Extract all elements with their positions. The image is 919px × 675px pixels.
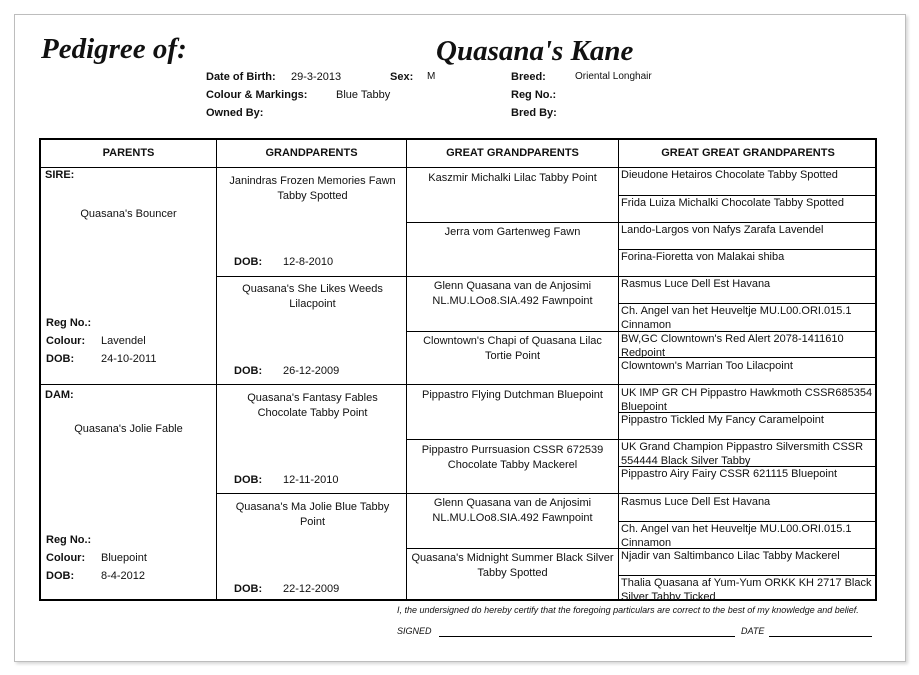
dam-name: Quasana's Jolie Fable xyxy=(74,423,183,435)
certification-text: I, the undersigned do hereby certify that the foregoing particulars are correct to the best of my knowledge and belief. xyxy=(397,605,859,615)
signed-label: SIGNED xyxy=(397,626,432,636)
sire-name: Quasana's Bouncer xyxy=(80,208,177,220)
grandparent-name: Quasana's She Likes Weeds Lilacpoint xyxy=(242,283,383,310)
column-divider xyxy=(406,140,407,599)
grandparent-dob-value: 12-8-2010 xyxy=(283,256,334,268)
sire-dob-value: 24-10-2011 xyxy=(101,353,157,365)
ggg-name: Lando-Largos von Nafys Zarafa Lavendel xyxy=(621,224,824,236)
colour-value: Blue Tabby xyxy=(336,89,391,101)
signature-line[interactable] xyxy=(439,636,735,637)
grandparent-dob-value: 22-12-2009 xyxy=(283,583,340,595)
column-divider xyxy=(618,140,619,599)
dam-dob-label: DOB: xyxy=(46,570,75,582)
breed-value: Oriental Longhair xyxy=(575,71,652,82)
breed-label: Breed: xyxy=(511,71,546,83)
grandparent-dob-value: 26-12-2009 xyxy=(283,365,340,377)
ggg-name: UK Grand Champion Pippastro Silversmith CSSR 554444 Black Silver Tabby xyxy=(621,441,864,467)
sire-colour-value: Lavendel xyxy=(101,335,146,347)
ggg-name: Frida Luiza Michalki Chocolate Tabby Spotted xyxy=(621,197,844,209)
reg-label: Reg No.: xyxy=(511,89,557,101)
ggg-name: Rasmus Luce Dell Est Havana xyxy=(621,278,771,290)
great-grandparent-name: Glenn Quasana van de Anjosimi NL.MU.LOo8.SIA.492 Fawnpoint xyxy=(432,280,593,307)
great-grandparent-name: Kaszmir Michalki Lilac Tabby Point xyxy=(428,172,597,184)
great-grandparent-name: Glenn Quasana van de Anjosimi NL.MU.LOo8.SIA.492 Fawnpoint xyxy=(432,497,593,524)
bred-label: Bred By: xyxy=(511,107,557,119)
great-grandparent-name: Clowntown's Chapi of Quasana Lilac Tortie Point xyxy=(423,335,602,362)
colour-label: Colour & Markings: xyxy=(206,89,308,101)
pedigree-label: Pedigree of: xyxy=(41,33,187,65)
sex-value: M xyxy=(427,71,436,82)
sire-dob-label: DOB: xyxy=(46,353,75,365)
sire-role: SIRE: xyxy=(45,169,75,181)
grandparent-dob-label: DOB: xyxy=(234,474,263,486)
dam-dob-value: 8-4-2012 xyxy=(101,570,146,582)
grandparent-name: Quasana's Ma Jolie Blue Tabby Point xyxy=(235,501,390,528)
pedigree-table xyxy=(39,138,877,601)
grandparent-name: Janindras Frozen Memories Fawn Tabby Spotted xyxy=(229,175,396,202)
column-header-great-grandparents: GREAT GRANDPARENTS xyxy=(446,147,579,159)
column-header-parents: PARENTS xyxy=(102,147,155,159)
grandparent-divider xyxy=(217,493,877,494)
dam-colour-value: Bluepoint xyxy=(101,552,147,564)
grandparent-name: Quasana's Fantasy Fables Chocolate Tabby Point xyxy=(247,392,378,419)
ggg-name: Ch. Angel van het Heuveltje MU.L00.ORI.015.1 Cinnamon xyxy=(621,523,852,549)
ggg-name: Rasmus Luce Dell Est Havana xyxy=(621,496,771,508)
ggg-name: BW,GC Clowntown's Red Alert 2078-1411610 Redpoint xyxy=(621,333,844,358)
cat-name: Quasana's Kane xyxy=(436,35,634,67)
dob-label: Date of Birth: xyxy=(206,71,276,83)
great-grandparent-name: Jerra vom Gartenweg Fawn xyxy=(444,226,581,238)
sex-label: Sex: xyxy=(390,71,414,83)
dam-colour-label: Colour: xyxy=(46,552,86,564)
column-header-great-great-grandparents: GREAT GREAT GRANDPARENTS xyxy=(661,147,835,159)
grandparent-dob-value: 12-11-2010 xyxy=(283,474,339,486)
great-grandparent-name: Pippastro Flying Dutchman Bluepoint xyxy=(422,389,603,401)
ggg-name: Clowntown's Marrian Too Lilacpoint xyxy=(621,360,793,372)
ggg-name: Njadir van Saltimbanco Lilac Tabby Mackerel xyxy=(621,550,840,562)
ggg-name: Dieudone Hetairos Chocolate Tabby Spotted xyxy=(621,169,838,181)
grandparent-dob-label: DOB: xyxy=(234,583,263,595)
dam-reg-label: Reg No.: xyxy=(46,534,92,546)
dob-value: 29-3-2013 xyxy=(291,71,342,83)
ggg-name: Thalia Quasana af Yum-Yum ORKK KH 2717 Black Silver Tabby Ticked xyxy=(621,577,872,601)
ggg-name: Pippastro Tickled My Fancy Caramelpoint xyxy=(621,414,824,426)
ggg-name: Ch. Angel van het Heuveltje MU.L00.ORI.015.1 Cinnamon xyxy=(621,305,852,331)
grandparent-dob-label: DOB: xyxy=(234,365,263,377)
column-divider xyxy=(216,140,217,599)
owned-label: Owned By: xyxy=(206,107,264,119)
ggg-name: Forina-Fioretta von Malakai shiba xyxy=(621,251,785,263)
ggg-name: Pippastro Airy Fairy CSSR 621115 Bluepoint xyxy=(621,468,838,480)
sire-reg-label: Reg No.: xyxy=(46,317,92,329)
great-grandparent-name: Pippastro Purrsuasion CSSR 672539 Chocolate Tabby Mackerel xyxy=(421,444,604,471)
column-header-grandparents: GRANDPARENTS xyxy=(265,147,358,159)
ggg-name: UK IMP GR CH Pippastro Hawkmoth CSSR685354 Bluepoint xyxy=(621,387,873,413)
grandparent-dob-label: DOB: xyxy=(234,256,263,268)
date-label: DATE xyxy=(741,626,765,636)
sire-colour-label: Colour: xyxy=(46,335,86,347)
dam-role: DAM: xyxy=(45,389,74,401)
date-line[interactable] xyxy=(769,636,872,637)
great-grandparent-name: Quasana's Midnight Summer Black Silver Tabby Spotted xyxy=(411,552,614,579)
